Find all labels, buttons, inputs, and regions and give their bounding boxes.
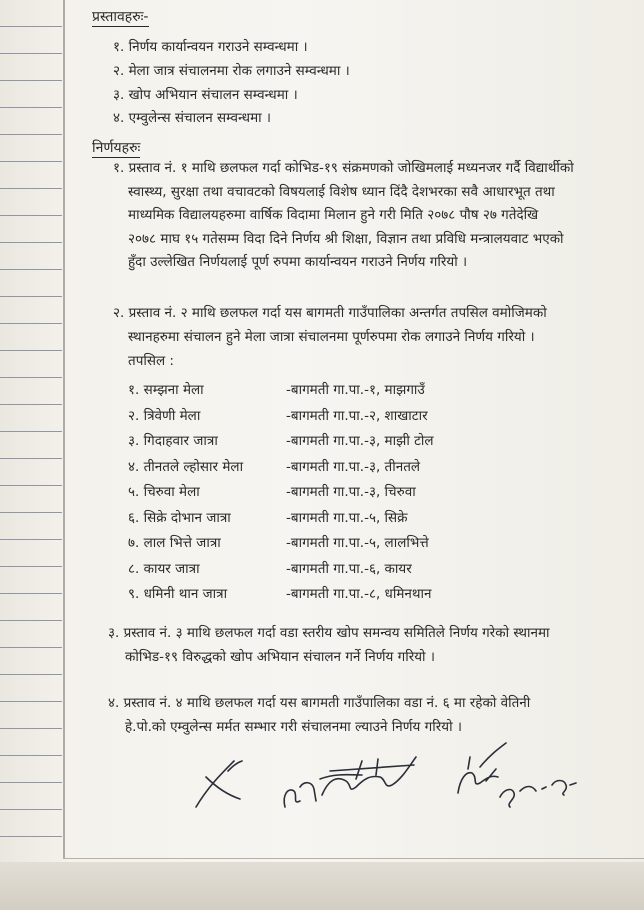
schedule-event: ९. धमिनी थान जात्रा	[128, 586, 228, 602]
signature-5	[500, 781, 576, 808]
decision-4	[108, 692, 628, 739]
decision-1	[113, 157, 628, 275]
decision-1-line: हुँदा उल्लेखित निर्णयलाई पूर्ण रुपमा कार्यान्वयन गराउने निर्णय गरियो ।	[128, 254, 468, 270]
signatures	[180, 735, 610, 825]
page-bottom-edge	[0, 862, 644, 910]
schedule-location: -बागमती गा.पा.-८, धमिनथान	[286, 586, 432, 602]
decision-4-line: हे.पो.को एम्वुलेन्स मर्मत सम्भार गरी संचालनमा ल्याउने निर्णय गरियो ।	[125, 718, 462, 735]
decision-4-line: ४. प्रस्ताव नं. ४ माथि छलफल गर्दा यस बागमती गाउँपालिका वडा नं. ६ मा रहेको वेतिनी	[108, 695, 531, 711]
schedule-event: ७. लाल भित्ते जात्रा	[128, 535, 221, 551]
signature-1	[196, 761, 242, 807]
schedule-event: ३. गिदाहवार जात्रा	[128, 433, 218, 449]
schedule-event: ५. चिरुवा मेला	[128, 484, 200, 500]
decision-1-line: स्वास्थ्य, सुरक्षा तथा वचावटको विषयलाई विशेष ध्यान दिंदै देशभरका सवै आधारभूत तथा	[128, 183, 555, 200]
proposal-item-2: २. मेला जात्र संचालनमा रोक लगाउने सम्वन्धमा ।	[113, 63, 350, 79]
decision-3-line: ३. प्रस्ताव नं. ३ माथि छलफल गर्दा वडा स्तरीय खोप समन्वय समितिले निर्णय गरेको स्थानमा	[108, 625, 550, 641]
decision-1-line: १. प्रस्ताव नं. १ माथि छलफल गर्दा कोभिड-१९ संक्रमणको जोखिमलाई मध्यनजर गर्दै विद्यार्थीको	[113, 160, 574, 176]
proposal-item-1: १. निर्णय कार्यान्वयन गराउने सम्वन्धमा ।	[113, 39, 308, 55]
schedule-location: -बागमती गा.पा.-३, चिरुवा	[286, 484, 416, 500]
schedule-event: ६. सिक्रे दोभान जात्रा	[128, 509, 231, 526]
schedule-event: ४. तीनतले ल्होसार मेला	[128, 458, 244, 475]
bottom-rule	[63, 858, 644, 859]
schedule-location: -बागमती गा.पा.-५, सिक्रे	[286, 509, 408, 526]
decision-3-line: कोभिड-१९ विरुद्धको खोप अभियान संचालन गर्ने निर्णय गरियो ।	[125, 648, 435, 665]
decision-2	[113, 302, 628, 349]
schedule-location: -बागमती गा.पा.-२, शाखाटार	[286, 407, 428, 424]
schedule-location: -बागमती गा.पा.-३, तीनतले	[286, 458, 421, 475]
schedule-location: -बागमती गा.पा.-५, लालभित्ते	[286, 535, 429, 551]
margin-line	[63, 0, 65, 858]
decision-1-line: माध्यमिक विद्यालयहरुमा वार्षिक विदामा मिलान हुने गरी मिति २०७८ पौष २७ गतेदेखि	[128, 207, 539, 223]
schedule-location: -बागमती गा.पा.-६, कायर	[286, 560, 412, 577]
schedule-label: तपसिल :	[128, 353, 174, 369]
schedule-event: ८. कायर जात्रा	[128, 560, 200, 577]
schedule-location: -बागमती गा.पा.-३, माझी टोल	[286, 433, 434, 449]
decisions-heading: निर्णयहरुः	[92, 140, 141, 156]
notebook-ruled-margin	[0, 0, 62, 910]
decision-2-line: स्थानहरुमा संचालन हुने मेला जात्रा संचालनमा पूर्णरुपमा रोक लगाउने निर्णय गरियो ।	[128, 328, 535, 345]
schedule-event: १. सम्झना मेला	[128, 382, 204, 398]
schedule-event: २. त्रिवेणी मेला	[128, 407, 201, 424]
decision-3	[108, 622, 628, 669]
decision-2-line: २. प्रस्ताव नं. २ माथि छलफल गर्दा यस बागमती गाउँपालिका अन्तर्गत तपसिल वमोजिमको	[113, 305, 547, 321]
schedule-location: -बागमती गा.पा.-१, माझगाउँ	[286, 382, 425, 398]
proposals-heading: प्रस्तावहरुः-	[92, 9, 149, 25]
proposal-item-3: ३. खोप अभियान संचालन सम्वन्धमा ।	[113, 87, 298, 103]
decision-1-line: २०७८ माघ १५ गतेसम्म विदा दिने निर्णय श्री शिक्षा, विज्ञान तथा प्रविधि मन्त्रालयवाट भएको	[128, 230, 564, 247]
proposal-item-4: ४. एम्वुलेन्स संचालन सम्वन्धमा ।	[113, 110, 272, 126]
signature-4	[458, 743, 506, 793]
